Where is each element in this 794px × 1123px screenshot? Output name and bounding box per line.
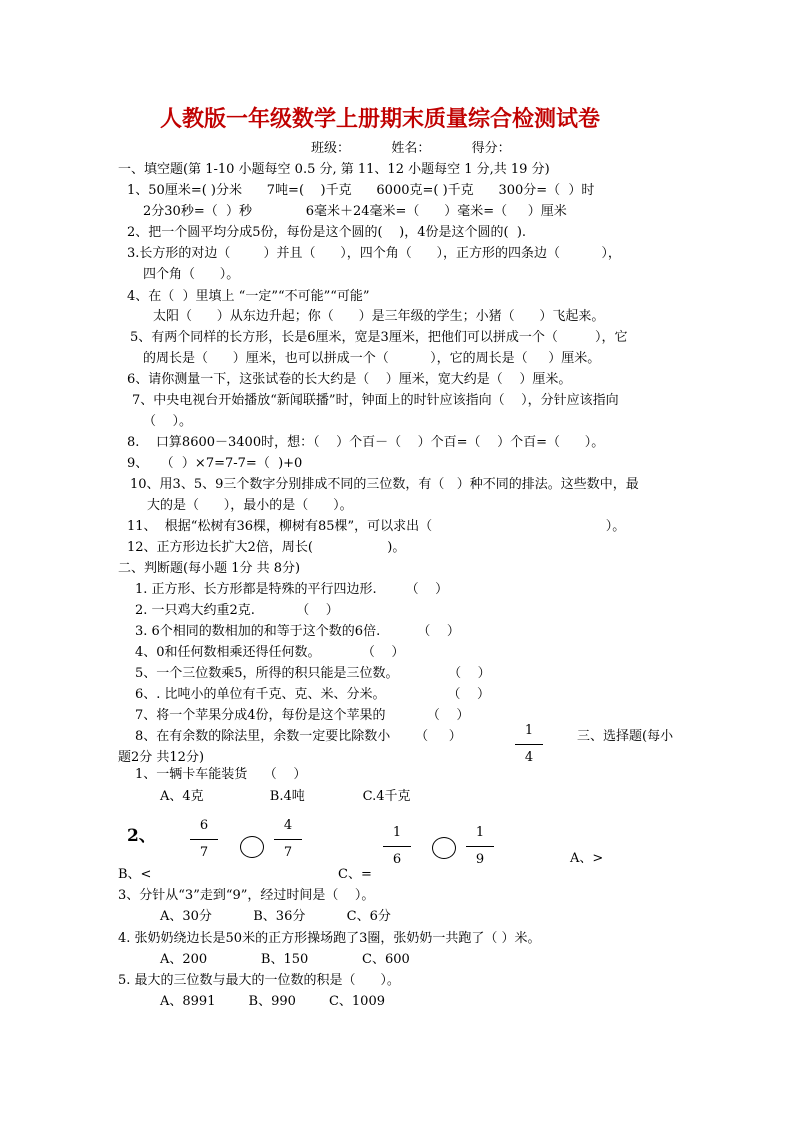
student-info-line: 班级： 姓名： 得分： (311, 141, 511, 156)
compare-circle-2[interactable] (432, 837, 456, 859)
fraction-denominator: 6 (392, 852, 402, 867)
question-7a: 7、中央电视台开始播放“新闻联播”时，钟面上的时针应该指向（ ），分针应该指向 (132, 393, 619, 408)
judge-8: 8、在有余数的除法里，余数一定要比除数小 （ ） (135, 729, 462, 744)
choice-3-options: A、30分 B、36分 C、6分 (160, 909, 391, 924)
choice-5-options: A、8991 B、990 C、1009 (160, 994, 385, 1009)
fraction-bar (383, 846, 411, 847)
section-2-heading: 二、判断题(每小题 1分 共 8分) (118, 561, 301, 576)
judge-1: 1. 正方形、长方形都是特殊的平行四边形. （ ） (135, 582, 449, 597)
choice-3: 3、分针从“3”走到“9”，经过时间是（ ）。 (118, 888, 375, 903)
section-1-heading: 一、填空题(第 1-10 小题每空 0.5 分, 第 11、12 小题每空 1 分,共 19 分) (118, 162, 550, 177)
question-4b: 太阳（ ）从东边升起；你（ ）是三年级的学生；小猪（ ）飞起来。 (153, 309, 605, 324)
fraction-numerator: 1 (475, 825, 485, 840)
choice-2-option-b: B、< (118, 867, 152, 882)
question-5a: 5、有两个同样的长方形，长是6厘米，宽是3厘米，把他们可以拼成一个（ ），它 (130, 330, 628, 345)
choice-2-option-c: C、= (338, 867, 372, 882)
question-1b: 2分30秒=（ ）秒 6毫米＋24毫米=（ ）毫米=（ ）厘米 (143, 204, 567, 219)
question-3a: 3.长方形的对边（ ）并且（ ），四个角（ ），正方形的四条边（ ）， (127, 246, 621, 261)
fraction-bar (190, 839, 218, 840)
question-1a: 1、50厘米=( )分米 7吨=( )千克 6000克=( )千克 300分=（ ）时 (127, 183, 595, 198)
judge-4: 4、0和任何数相乘还得任何数。 （ ） (135, 645, 405, 660)
choice-1-options: A、4克 B.4吨 C.4千克 (160, 789, 411, 804)
judge-3: 3. 6个相同的数相加的和等于这个数的6倍. （ ） (135, 624, 460, 639)
fraction-numerator: 1 (392, 825, 402, 840)
fraction-bar (274, 839, 302, 840)
fraction-denominator: 7 (283, 845, 293, 860)
question-6: 6、请你测量一下，这张试卷的长大约是（ ）厘米，宽大约是（ ）厘米。 (127, 372, 572, 387)
question-3b: 四个角（ ）。 (143, 267, 240, 282)
question-10a: 10、用3、5、9三个数字分别排成不同的三位数，有（ ）种不同的排法。这些数中，最 (130, 477, 639, 492)
fraction-numerator: 1 (524, 723, 534, 738)
compare-circle-1[interactable] (240, 836, 264, 858)
choice-4-options: A、200 B、150 C、600 (160, 952, 410, 967)
choice-5: 5. 最大的三位数与最大的一位数的积是（ ）。 (118, 973, 400, 988)
fraction-numerator: 4 (283, 818, 293, 833)
judge-5: 5、一个三位数乘5，所得的积只能是三位数。 （ ） (135, 666, 491, 681)
question-5b: 的周长是（ ）厘米，也可以拼成一个（ ），它的周长是（ ）厘米。 (143, 351, 601, 366)
page-title: 人教版一年级数学上册期末质量综合检测试卷 (160, 106, 601, 132)
fraction-one-quarter (515, 722, 543, 767)
question-10b: 大的是（ ），最小的是（ ）。 (147, 498, 353, 513)
question-8: 8. 口算8600－3400时，想：（ ）个百－（ ）个百=（ ）个百=（ ）。 (127, 435, 605, 450)
fraction-one-ninth (466, 824, 494, 869)
fraction-denominator: 9 (475, 852, 485, 867)
question-4a: 4、在（ ）里填上 “一定”“不可能”“可能” (127, 289, 370, 304)
choice-2-number: 2、 (127, 826, 156, 846)
judge-7: 7、将一个苹果分成4份，每份是这个苹果的 （ ） (135, 708, 470, 723)
fraction-four-sevenths (274, 817, 302, 862)
choice-2-option-a: A、> (570, 851, 604, 866)
fraction-bar (515, 744, 543, 745)
fraction-six-sevenths (190, 817, 218, 862)
fraction-denominator: 7 (199, 845, 209, 860)
fraction-bar (466, 846, 494, 847)
judge-6: 6、. 比吨小的单位有千克、克、米、分米。 （ ） (135, 687, 491, 702)
fraction-numerator: 6 (199, 818, 209, 833)
section-3-heading-b: 题2分 共12分) (118, 750, 205, 765)
section-3-heading-a: 三、选择题(每小 (577, 729, 674, 744)
question-12: 12、正方形边长扩大2倍，周长( )。 (127, 540, 406, 555)
judge-2: 2. 一只鸡大约重2克. （ ） (135, 603, 339, 618)
choice-1: 1、一辆卡车能装货 （ ） (135, 767, 307, 782)
fraction-denominator: 4 (524, 750, 534, 765)
question-2: 2、把一个圆平均分成5份，每份是这个圆的( )，4份是这个圆的( ). (127, 225, 527, 240)
fraction-one-sixth (383, 824, 411, 869)
question-9: 9、 （ ）×7=7-7=（ )+0 (127, 456, 303, 471)
question-11: 11、 根据“松树有36棵，柳树有85棵”，可以求出（ ）。 (127, 519, 626, 534)
question-7b: （ ）。 (143, 414, 193, 429)
choice-4: 4. 张奶奶绕边长是50米的正方形操场跑了3圈，张奶奶一共跑了（ ）米。 (118, 931, 541, 946)
